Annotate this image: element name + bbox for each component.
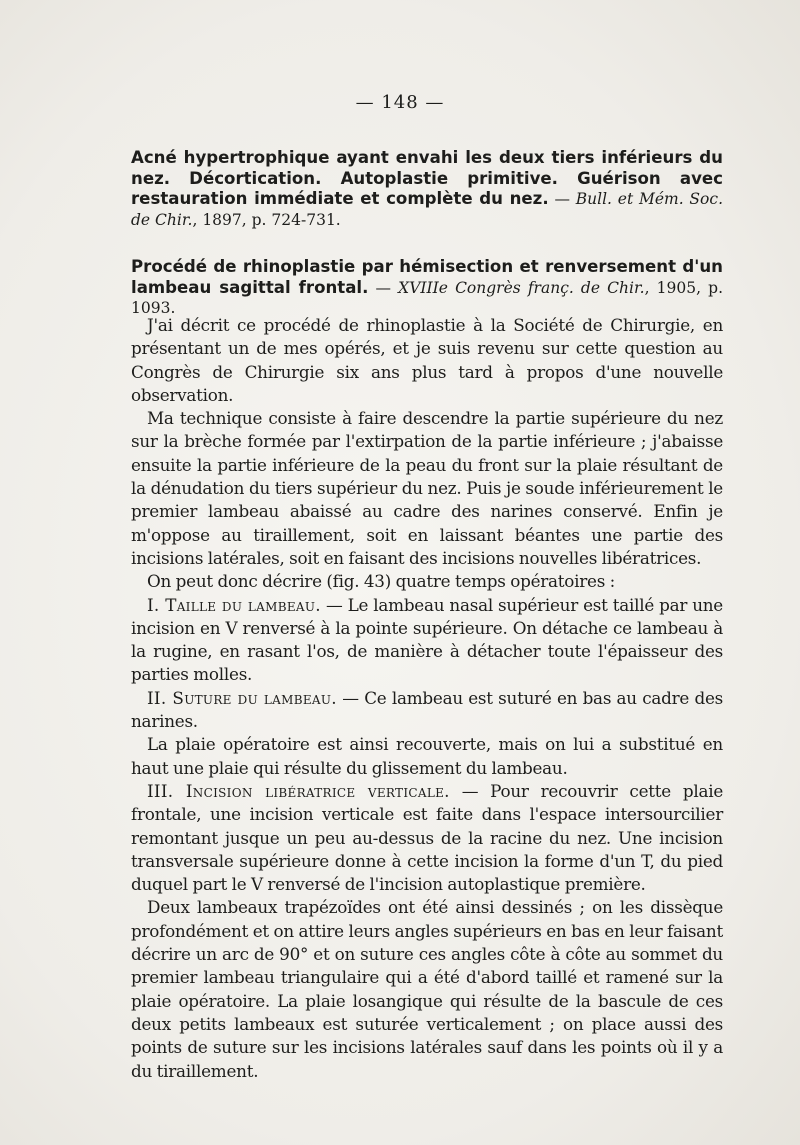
paragraph-2: Ma technique consiste à faire descendre la partie supérieure du nez sur la brèche formée par l'extirpation de la partie inférieure ; j'abaisse ensuite la partie inférieure de la peau du front sur la plaie résultant de la dénudation du tiers supérieur du nez. Puis je soude inférieurement le premier lambeau abaissé au cadre des narines conservé. Enfin je m'oppose au tiraillement, soit en laissant béantes une partie des incisions latérales, soit en faisant des incisions nouvelles libératrices. — [131, 408, 723, 568]
entry-2-ref-dash: — — [368, 278, 399, 297]
entry-2-ref-pages: , 1905, p. 1093. — [131, 278, 723, 317]
paragraph-6: La plaie opératoire est ainsi recouverte, mais on lui a substitué en haut une plaie qui résulte du glissement du lambeau. — [131, 734, 723, 778]
step-1-text: — Le lambeau nasal supérieur est taillé par une incision en V renversé à la pointe supérieure. On détache ce lambeau à la rugine, en rasant l'os, de manière à détacher toute l'épaisseur des parties molles. — [131, 594, 723, 685]
paragraph-1: J'ai décrit ce procédé de rhinoplastie à la Société de Chirurgie, en présentant un de mes opérés, et je suis revenu sur cette question au Congrès de Chirurgie six ans plus tard à propos d'une nouvelle observation. — [131, 315, 723, 405]
step-3-paragraph — [131, 780, 723, 896]
step-1-label: I. Taille du lambeau. — [147, 594, 321, 615]
step-2-label: II. Suture du lambeau. — [147, 687, 337, 708]
entry-2-title — [131, 257, 723, 319]
entry-1-title-text: Acné hypertrophique ayant envahi les deux tiers inférieurs du nez. Décortication. Autoplastie primitive. Guérison avec restauration immédiate et complète du nez. — [131, 148, 723, 208]
paragraph-8: Deux lambeaux trapézoïdes ont été ainsi dessinés ; on les dissèque profondément et on attire leurs angles supérieurs en bas en leur faisant décrire un arc de 90° et on suture ces angles côte à côte au sommet du premier lambeau triangulaire qui a été d'abord taillé et ramené sur la plaie opératoire. La plaie losangique qui résulte de la bascule de ces deux petits lambeaux est suturée verticalement ; on place aussi des points de suture sur les incisions latérales sauf dans les points où il y a du tiraillement. — [131, 897, 723, 1081]
step-2-text: — Ce lambeau est suturé en bas au cadre des narines. — [131, 687, 723, 732]
entry-1-title — [131, 148, 723, 230]
step-2-paragraph — [131, 687, 723, 734]
entry-2-title-text: Procédé de rhinoplastie par hémisection et renversement d'un lambeau sagittal frontal. — [131, 257, 723, 297]
entry-1-ref-journal: Bull. et Mém. Soc. de Chir. — [131, 190, 723, 229]
body-text — [131, 314, 723, 1083]
paragraph-3: On peut donc décrire (fig. 43) quatre temps opératoires : — [147, 571, 616, 592]
bibliography-entry-2 — [131, 257, 723, 319]
entry-2-ref-congress: XVIIIe Congrès franç. de Chir. — [398, 278, 645, 297]
step-3-label: III. Incision libératrice verticale. — [147, 780, 450, 801]
page-number: — 148 — — [355, 92, 445, 113]
entry-1-ref-dash: — — [548, 190, 576, 208]
bibliography-entry-1 — [131, 148, 723, 230]
entry-1-ref-pages: , 1897, p. 724-731. — [192, 210, 341, 229]
step-1-paragraph — [131, 594, 723, 687]
step-3-text: — Pour recouvrir cette plaie frontale, une incision verticale est faite dans l'espace intersourcilier remontant jusque un peu au-dessus de la racine du nez. Une incision transversale supérieure donne à cette incision la forme d'un T, du pied duquel part le V renversé de l'incision autoplastique première. — [131, 780, 723, 895]
